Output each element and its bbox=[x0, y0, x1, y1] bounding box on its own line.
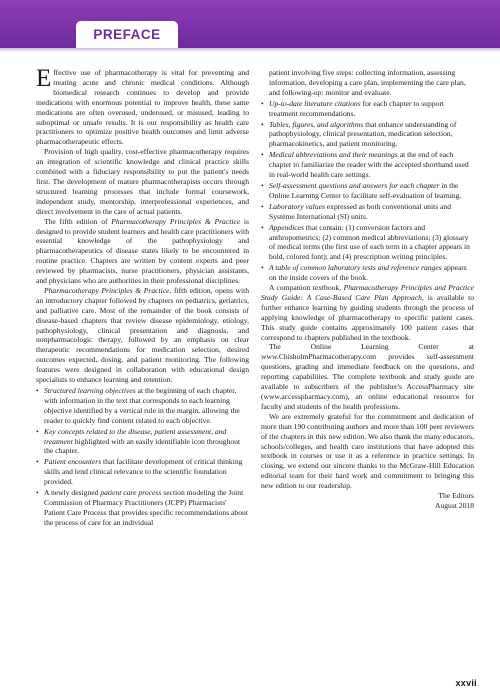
page-number: xxvii bbox=[455, 678, 477, 688]
list-item: • A table of common laboratory tests and reference ranges appears on the inside covers of the book. bbox=[261, 263, 474, 283]
header-tab bbox=[76, 21, 178, 48]
list-item: • A newly designed patient care process section modeling the Joint Commission of Pharmacy Practitioners (JCPP) Pharmacists' Patient Care Process that provides specific recommendations about the process of care for an individual bbox=[36, 488, 249, 528]
list-item-continuation: patient involving five steps: collecting information, assessing information, developing a care plan, implementing the care plan, and following-up: monitor and evaluate. bbox=[269, 68, 466, 97]
signature-date: August 2018 bbox=[434, 500, 474, 510]
list-item: • Structured learning objectives at the beginning of each chapter, with information in the text that corresponds to each learning objective identified by a vertical rule in the margin, allowing the reader to quickly find content related to each objective. bbox=[36, 386, 249, 426]
feature-list bbox=[36, 386, 249, 528]
list-item: • Appendices that contain: (1) conversion factors and anthropometrics; (2) common medical abbreviations; (3) glossary of medical terms (the first use of each term in a chapter appears in bold, colored font); and (4) prescription writing principles. bbox=[261, 223, 474, 263]
paragraph: Provision of high quality, cost-effective pharmacotherapy requires an integration of scientific knowledge and clinical practice skills combined with a fiduciary responsibility to put the patient's needs first. The development of mature pharmacotherapists occurs through structured learning processes that include formal coursework, independent study, mentorship, interprofessional experiences, and direct involvement in the care of actual patients. bbox=[36, 147, 249, 216]
paragraph: We are extremely grateful for the commitment and dedication of more than 190 contributing authors and more than 100 peer reviewers of the chapters in this new edition. We also thank the many educators, schools/colleges, and health care institutions that have adopted this textbook in courses or use it as a reference in practice settings. In closing, we extend our sincere thanks to the McGraw-Hill Education editorial team for their hard work and commitment to bringing this new edition to our readership. bbox=[261, 411, 474, 491]
paragraph: A companion textbook, Pharmacotherapy Principles and Practice Study Guide: A Case-Based Care Plan Approach, is available to further enhance learning by guiding students through the process of applying knowledge of pharmacotherapy to specific patient cases. This study guide contains approximately 100 patient cases that correspond to chapters published in the textbook. bbox=[261, 283, 474, 342]
list-item: • Laboratory values expressed as both conventional units and Système International (SI) units. bbox=[261, 202, 474, 222]
left-column bbox=[36, 65, 249, 653]
page-title: PREFACE bbox=[93, 27, 161, 42]
list-item: • Up-to-date literature citations for each chapter to support treatment recommendations. bbox=[261, 99, 474, 119]
paragraph: Effective use of pharmacotherapy is vital for preventing and treating acute and chronic medical conditions. Although biomedical research continues to develop and provide medications with enormous potential to improve health, these same medications are often overused, underused, or misused, leading to suboptimal or unsafe results. It is our responsibility as health care practitioners to optimize positive health outcomes and limit adverse pharmacotherapeutic effects. bbox=[36, 65, 249, 147]
list-item: • Self-assessment questions and answers for each chapter in the Online Learning Center to facilitate self-evaluation of learning. bbox=[261, 181, 474, 201]
list-item: • Patient encounters that facilitate development of critical thinking skills and lend clinical relevance to the scientific foundation provided. bbox=[36, 457, 249, 487]
signature: The Editors bbox=[438, 491, 474, 501]
list-item: • Tables, figures, and algorithms that enhance understanding of pathophysiology, clinical presentation, medication selection, pharmacokinetics, and patient monitoring. bbox=[261, 120, 474, 150]
paragraph: Pharmacotherapy Principles & Practice, fifth edition, opens with an introductory chapter followed by chapters on pediatrics, geriatrics, and palliative care. Most of the remainder of the book consists of disease-based chapters that review disease epidemiology, etiology, pathophysiology, clinical presentation and diagnosis, and nonpharmacologic therapy, followed by an emphasis on clear therapeutic recommendations for medication selection, desired outcomes expected, dosing, and patient monitoring. The following features were designed in collaboration with educational design specialists to enhance learning and retention: bbox=[36, 285, 249, 385]
paragraph: The Online Learning Center at www.ChisholmPharmacotherapy.com provides self-assessment questions, grading and immediate feedback on the questions, and reporting capabilities. The complete textbook and study guide are available to subscribers of the publisher's AccessPharmacy site (www.accesspharmacy.com), an online educational resource for faculty and students of the health professions. bbox=[261, 342, 474, 411]
list-item: • Medical abbreviations and their meanings at the end of each chapter to familiarize the reader with the accepted shorthand used in real-world health care settings. bbox=[261, 150, 474, 180]
paragraph: The fifth edition of Pharmacotherapy Principles & Practice is designed to provide student learners and health care practitioners with essential knowledge of the pathophysiology and pharmacotherapeutics of disease states likely to be encountered in routine practice. Chapters are written by content experts and peer reviewed by pharmacists, nurse practitioners, physician assistants, and physicians who are authorities in their professional disciplines. bbox=[36, 216, 249, 286]
feature-list bbox=[261, 99, 474, 283]
list-item: • Key concepts related to the disease, patient assessment, and treatment highlighted with an easily identifiable icon throughout the chapter. bbox=[36, 427, 249, 457]
right-column bbox=[261, 68, 474, 653]
header-band bbox=[0, 0, 500, 48]
body-columns bbox=[36, 65, 474, 653]
